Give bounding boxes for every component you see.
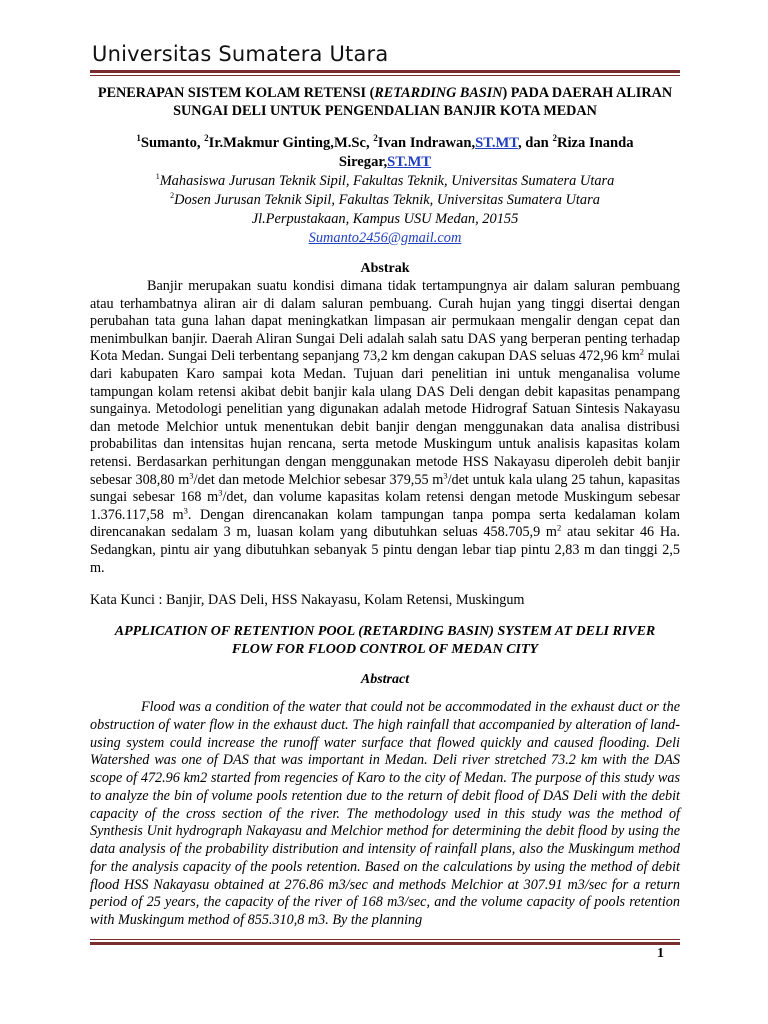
affiliation-2: $^2$Dosen Jurusan Teknik Sipil, Fakultas Teknik, Universitas Sumatera Utara bbox=[170, 191, 600, 208]
keywords: Kata Kunci : Banjir, DAS Deli, HSS Nakayasu, Kolam Retensi, Muskingum bbox=[90, 592, 525, 609]
university-header: Universitas Sumatera Utara bbox=[92, 42, 389, 66]
email-link[interactable]: Sumanto2456@gmail.com bbox=[308, 230, 462, 246]
affiliation-1: $^1$Mahasiswa Jurusan Teknik Sipil, Fakultas Teknik, Universitas Sumatera Utara bbox=[155, 172, 615, 189]
author-list: $^1$Sumanto, $^2$Ir.Makmur Ginting,M.Sc, $^2$Ivan Indrawan,ST.MT, dan $^2$Riza Inanda Siregar,ST.MT bbox=[136, 133, 634, 170]
header-rule-thin bbox=[90, 75, 680, 76]
author4-degree-link[interactable]: ST.MT bbox=[387, 154, 432, 170]
footer-rule-thin bbox=[90, 939, 680, 940]
paper-content bbox=[90, 84, 680, 930]
paper-title: PENERAPAN SISTEM KOLAM RETENSI (RETARDING BASIN) PADA DAERAH ALIRAN SUNGAI DELI UNTUK PENGENDALIAN BANJIR KOTA MEDAN bbox=[97, 85, 673, 119]
author3-degree-link[interactable]: ST.MT bbox=[475, 135, 518, 151]
page-number: 1 bbox=[657, 946, 664, 961]
abstract-heading: Abstract bbox=[360, 672, 410, 688]
abstrak-heading: Abstrak bbox=[360, 261, 410, 276]
address: Jl.Perpustakaan, Kampus USU Medan, 20155 bbox=[251, 211, 519, 227]
abstrak-text: Banjir merupakan suatu kondisi dimana tidak tertampungnya air dalam saluran pembuang atau terhambatnya aliran air di dalam saluran pembuang. Curah hujan yang tinggi disertai dengan perubahan tata guna lahan dapat meningkatkan limpasan air permukaan mengalir dengan cepat dan menimbulkan banjir. Daerah Aliran Sungai Deli adalah salah satu DAS yang berperan penting terhadap Kota Medan. Sungai Deli terbentang sepanjang 73,2 km dengan cakupan DAS seluas 472,96 $km^2$ mulai dari kabupaten Karo sampai kota Medan. Tujuan dari penelitian ini untuk menganalisa volume tampungan kolam retensi akibat debit banjir kala ulang DAS Deli dengan debit kapasitas penampang sungainya. Metodologi penelitian yang digunakan adalah metode Hidrograf Satuan Sintesis Nakayasu dan metode Melchior untuk menentukan debit banjir dengan menggunakan data analisa distribusi probabilitas dan intensitas hujan rencana, serta metode Muskingum untuk analisis kapasitas kolam retensi. Berdasarkan perhitungan dengan menggunakan metode HSS Nakayasu diperoleh debit banjir sebesar 308,80 $m^3/\det$ dan metode Melchior sebesar 379,55 $m^3/\det$ untuk kala ulang 25 tahun, kapasitas sungai sebesar 168 $m^3/\det$, dan volume kapasitas kolam retensi dengan metode Muskingum sebesar 1.376.117,58 $m^3$. Dengan direncanakan kolam tampungan tanpa pompa serta kedalaman kolam direncanakan sedalam 3 m, luasan kolam yang dibutuhkan seluas 458.705,9 $m^2$ atau sekitar 46 Ha. Sedangkan, pintu air yang dibutuhkan sebanyak 5 pintu dengan lebar tiap pintu 2,83 m dan tinggi 2,5 m. bbox=[90, 278, 681, 576]
header-rule-thick bbox=[90, 70, 680, 73]
email bbox=[90, 229, 680, 248]
english-title: APPLICATION OF RETENTION POOL (RETARDING BASIN) SYSTEM AT DELI RIVER FLOW FOR FLOOD CONTROL OF MEDAN CITY bbox=[114, 624, 656, 658]
abstract-text: Flood was a condition of the water that could not be accommodated in the exhaust duct or the obstruction of water flow in the exhaust duct. The high rainfall that accompanied by alteration of land-using system could increase the runoff water surface that flowed quickly and caused flooding. Deli Watershed was one of DAS that was important in Medan. Deli river stretched 73.2 km with the DAS scope of 472.96 km2 started from regencies of Karo to the city of Medan. The purpose of this study was to analyze the bin of volume pools retention due to the return of debit flood of DAS Deli with the debit capacity of the cross section of the river. The methodology used in this study was the method of Synthesis Unit hydrograph Nakayasu and Melchior method for determining the debit flood by using the data analysis of the probability distribution and intensity of rainfall plans, also the Muskingum method for the analysis capacity of the pools retention. Based on the calculations by using the method of debit flood HSS Nakayasu obtained at 276.86 m3/sec and methods Melchior at 307.91 m3/sec for a return period of 25 years, the capacity of the river of 168 m3/sec, and the volume capacity of pools retention with Muskingum method of 855.310,8 m3. By the planning bbox=[90, 699, 680, 929]
footer-rule-thick bbox=[90, 942, 680, 945]
